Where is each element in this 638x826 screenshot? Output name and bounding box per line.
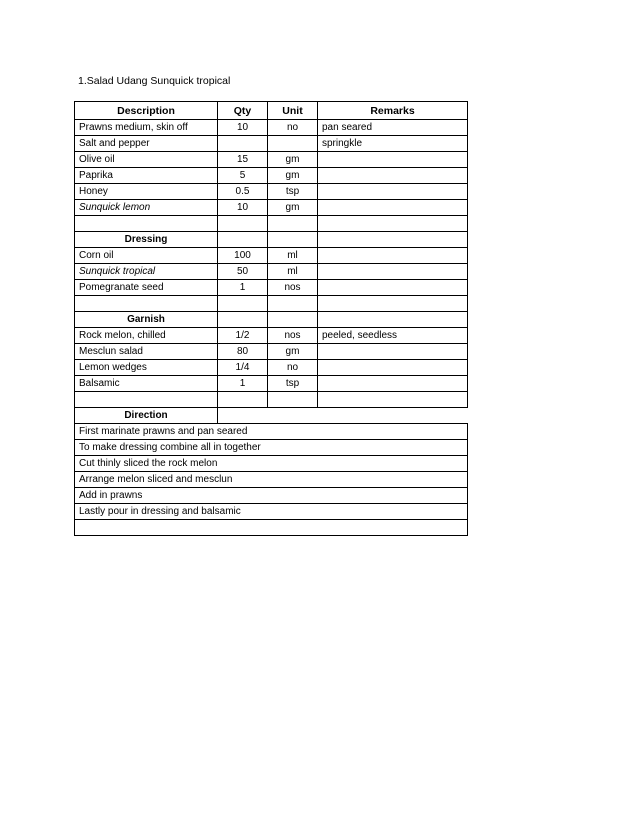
item-remarks xyxy=(318,264,468,280)
empty-cell xyxy=(218,216,268,232)
empty-row xyxy=(75,296,468,312)
empty-cell xyxy=(268,232,318,248)
table-row xyxy=(75,168,468,184)
item-unit: gm xyxy=(268,152,318,168)
item-remarks xyxy=(318,248,468,264)
empty-cell xyxy=(318,296,468,312)
item-description: Sunquick lemon xyxy=(75,200,218,216)
item-description: Sunquick tropical xyxy=(75,264,218,280)
item-unit: gm xyxy=(268,168,318,184)
item-unit: no xyxy=(268,360,318,376)
section-heading-garnish: Garnish xyxy=(75,312,218,328)
item-description: Salt and pepper xyxy=(75,136,218,152)
item-description: Rock melon, chilled xyxy=(75,328,218,344)
header-unit: Unit xyxy=(268,102,318,120)
item-remarks xyxy=(318,360,468,376)
empty-cell xyxy=(75,296,218,312)
item-qty: 100 xyxy=(218,248,268,264)
item-qty: 15 xyxy=(218,152,268,168)
item-qty: 10 xyxy=(218,200,268,216)
empty-cell xyxy=(318,216,468,232)
item-unit: gm xyxy=(268,200,318,216)
item-remarks xyxy=(318,376,468,392)
item-description: Mesclun salad xyxy=(75,344,218,360)
table-row xyxy=(75,344,468,360)
item-unit: nos xyxy=(268,280,318,296)
direction-step-text: Lastly pour in dressing and balsamic xyxy=(75,504,468,520)
item-description: Balsamic xyxy=(75,376,218,392)
item-remarks: peeled, seedless xyxy=(318,328,468,344)
item-unit: tsp xyxy=(268,376,318,392)
direction-step xyxy=(75,472,468,488)
direction-step-text: To make dressing combine all in together xyxy=(75,440,468,456)
item-unit: gm xyxy=(268,344,318,360)
item-unit: no xyxy=(268,120,318,136)
table-row xyxy=(75,200,468,216)
item-remarks xyxy=(318,200,468,216)
item-qty: 5 xyxy=(218,168,268,184)
direction-step xyxy=(75,520,468,536)
item-description: Pomegranate seed xyxy=(75,280,218,296)
empty-cell xyxy=(268,392,318,408)
item-qty xyxy=(218,136,268,152)
table-row xyxy=(75,264,468,280)
empty-cell xyxy=(218,392,268,408)
item-unit xyxy=(268,136,318,152)
section-heading-direction: Direction xyxy=(75,408,218,424)
direction-step-text: Cut thinly sliced the rock melon xyxy=(75,456,468,472)
item-qty: 50 xyxy=(218,264,268,280)
section-row-garnish xyxy=(75,312,468,328)
empty-cell xyxy=(218,232,268,248)
table-row xyxy=(75,360,468,376)
empty-row xyxy=(75,392,468,408)
header-row xyxy=(75,102,468,120)
direction-step xyxy=(75,440,468,456)
item-remarks xyxy=(318,152,468,168)
item-remarks xyxy=(318,280,468,296)
section-heading-dressing: Dressing xyxy=(75,232,218,248)
empty-cell xyxy=(318,232,468,248)
section-row-direction xyxy=(75,408,468,424)
table-row xyxy=(75,280,468,296)
direction-step-text: Arrange melon sliced and mesclun xyxy=(75,472,468,488)
item-remarks xyxy=(318,168,468,184)
empty-cell xyxy=(268,296,318,312)
item-remarks xyxy=(318,184,468,200)
table-row xyxy=(75,120,468,136)
item-qty: 1/2 xyxy=(218,328,268,344)
header-description: Description xyxy=(75,102,218,120)
empty-cell xyxy=(75,216,218,232)
empty-cell xyxy=(218,408,468,424)
direction-step xyxy=(75,504,468,520)
table-row xyxy=(75,184,468,200)
empty-cell xyxy=(318,392,468,408)
header-remarks: Remarks xyxy=(318,102,468,120)
item-description: Lemon wedges xyxy=(75,360,218,376)
item-qty: 1/4 xyxy=(218,360,268,376)
empty-cell xyxy=(268,216,318,232)
item-unit: tsp xyxy=(268,184,318,200)
item-description: Corn oil xyxy=(75,248,218,264)
direction-step-text: First marinate prawns and pan seared xyxy=(75,424,468,440)
table-row xyxy=(75,136,468,152)
empty-cell xyxy=(75,392,218,408)
item-unit: ml xyxy=(268,264,318,280)
empty-cell xyxy=(218,296,268,312)
item-description: Prawns medium, skin off xyxy=(75,120,218,136)
item-qty: 10 xyxy=(218,120,268,136)
table-row xyxy=(75,248,468,264)
item-remarks: springkle xyxy=(318,136,468,152)
table-row xyxy=(75,328,468,344)
item-remarks: pan seared xyxy=(318,120,468,136)
empty-row xyxy=(75,216,468,232)
empty-cell xyxy=(218,312,268,328)
direction-step xyxy=(75,488,468,504)
recipe-table xyxy=(74,101,468,536)
section-row-dressing xyxy=(75,232,468,248)
empty-cell xyxy=(318,312,468,328)
item-description: Olive oil xyxy=(75,152,218,168)
header-qty: Qty xyxy=(218,102,268,120)
table-row xyxy=(75,152,468,168)
item-qty: 1 xyxy=(218,280,268,296)
direction-step xyxy=(75,424,468,440)
empty-cell xyxy=(268,312,318,328)
item-description: Paprika xyxy=(75,168,218,184)
item-unit: ml xyxy=(268,248,318,264)
item-remarks xyxy=(318,344,468,360)
direction-step-text xyxy=(75,520,468,536)
item-qty: 1 xyxy=(218,376,268,392)
item-unit: nos xyxy=(268,328,318,344)
direction-step-text: Add in prawns xyxy=(75,488,468,504)
recipe-title: 1.Salad Udang Sunquick tropical xyxy=(78,75,231,87)
item-description: Honey xyxy=(75,184,218,200)
table-row xyxy=(75,376,468,392)
direction-step xyxy=(75,456,468,472)
item-qty: 80 xyxy=(218,344,268,360)
item-qty: 0.5 xyxy=(218,184,268,200)
